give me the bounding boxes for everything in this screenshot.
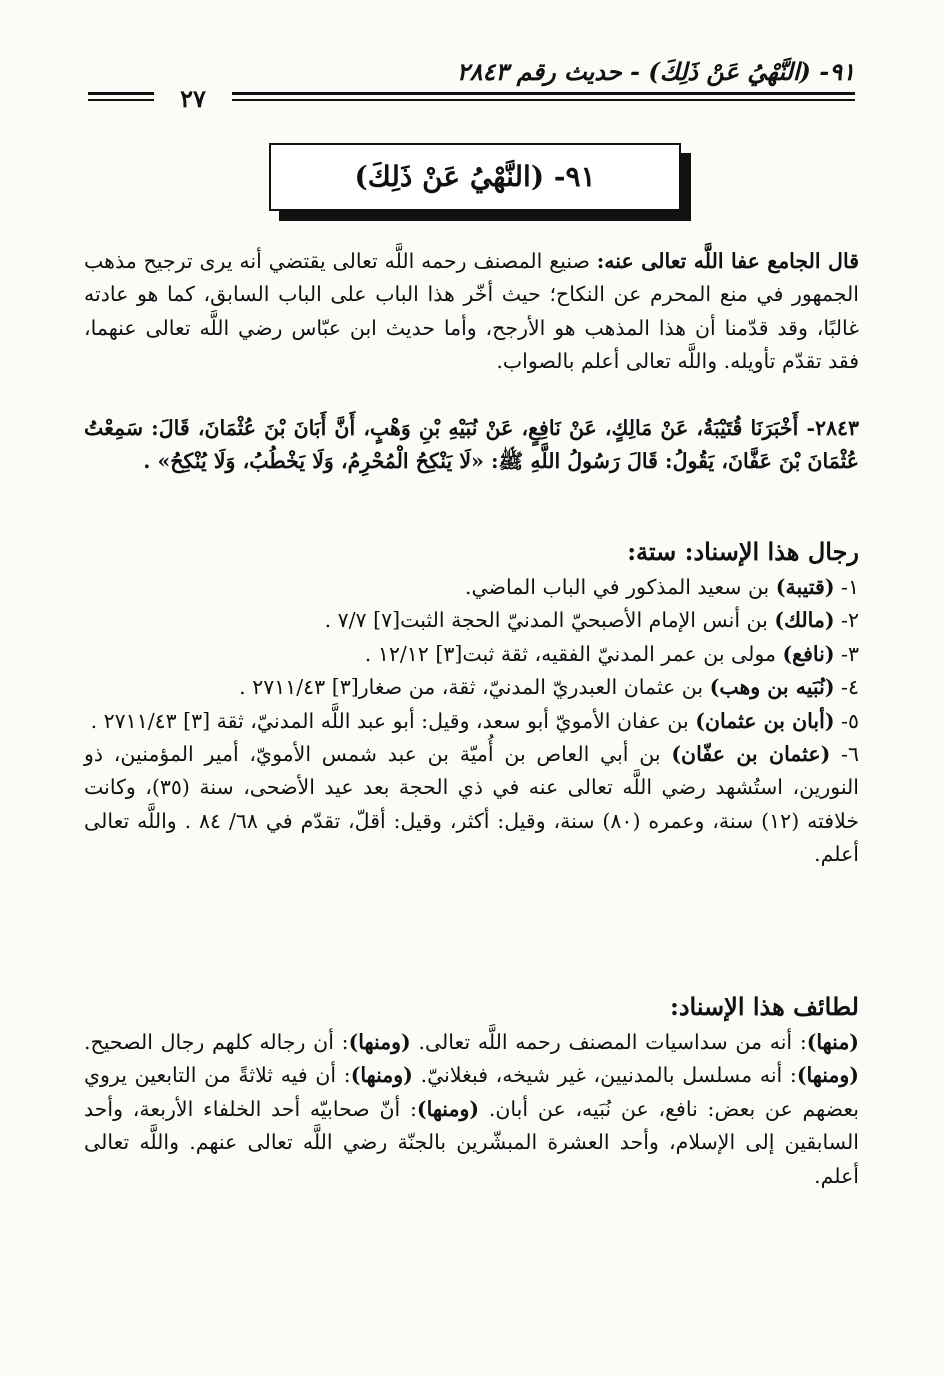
chapter-title: ٩١- (النَّهْيُ عَنْ ذَلِكَ) (354, 160, 596, 193)
rawi-name: (نافع) (782, 641, 835, 666)
header-rule (88, 99, 154, 101)
intro-text: صنيع المصنف رحمه اللَّه تعالى يقتضي أنه يرى ترجيح مذهب الجمهور في منع المحرم عن النكاح؛ حيث أخّر هذا الباب على الباب السابق، كما هو عادته غالبًا، وقد قدّمنا أن هذا المذهب هو الأرجح، وأما حديث ابن عبّاس رضي اللَّه تعالى عنهما، فقد تقدّم تأويله. واللَّه تعالى أعلم بالصواب. (84, 249, 859, 374)
rawi-item (84, 571, 859, 604)
rawi-name: (نُبَيه بن وهب) (709, 675, 835, 700)
rawi-item (84, 705, 859, 738)
rawi-item (84, 638, 859, 671)
lataif-marker: (ومنها) (416, 1096, 480, 1121)
rawi-desc: مولى بن عمر المدنيّ الفقيه، ثقة ثبت[٣] ١٢/١٢ . (364, 641, 783, 666)
rawi-number: ٤- (834, 675, 859, 700)
rawi-desc: بن سعيد المذكور في الباب الماضي. (464, 575, 776, 599)
hadith-body: ٢٨٤٣- أَخْبَرَنَا قُتَيْبَةُ، عَنْ مَالِكٍ، عَنْ نَافِعٍ، عَنْ نُبَيْهِ بْنِ وَهْبٍ، أَنَّ أَبَانَ بْنَ عُثْمَانَ، قَالَ: سَمِعْتُ عُثْمَانَ بْنَ عَفَّانَ، يَقُولُ: قَالَ رَسُولُ اللَّهِ ﷺ: «لَا يَنْكِحُ الْمُحْرِمُ، وَلَا يَخْطُبُ، وَلَا يُنْكِحُ» . (84, 416, 859, 474)
intro-paragraph (84, 245, 859, 379)
lataif-text: : أن رجاله كلهم رجال الصحيح. (84, 1030, 349, 1054)
lataif-paragraph (84, 1026, 859, 1193)
lataif-text: : أنه من سداسيات المصنف رحمه اللَّه تعالى. (410, 1030, 807, 1054)
intro-lead: قال الجامع عفا اللَّه تعالى عنه: (596, 249, 859, 273)
chapter-title-box (269, 143, 681, 211)
lataif-marker: (ومنها) (350, 1063, 413, 1088)
rawi-desc: بن عثمان العبدريّ المدنيّ، ثقة، من صغار[٣] ٢٧١١/٤٣ . (239, 675, 710, 700)
rawi-name: (عثمان بن عفّان) (671, 742, 831, 767)
lataif-marker: (ومنها) (796, 1063, 859, 1088)
rawi-name: (مالك) (774, 608, 835, 633)
rawi-number: ٦- (830, 742, 859, 767)
rijal-section (84, 533, 859, 872)
hadith-text (84, 412, 859, 479)
rawi-name: (قتيبة) (775, 575, 835, 599)
rawi-number: ١- (834, 575, 859, 599)
lataif-heading: لطائف هذا الإسناد: (669, 992, 859, 1021)
lataif-text: : أن فيه ثلاثةً من التابعين يروي بعضهم عن بعض: نافع، عن نُبَيه، عن أبان. (84, 1063, 860, 1121)
rawi-item (84, 604, 859, 637)
lataif-marker: (ومنها) (348, 1030, 411, 1054)
lataif-section (84, 988, 859, 1193)
lataif-marker: (منها) (806, 1030, 859, 1054)
lataif-text: : أنه مسلسل بالمدنيين، غير شيخه، فبغلانيّ. (412, 1063, 797, 1088)
running-title: ٩١- (النَّهْيُ عَنْ ذَلِكَ) - حديث رقم ٢٨٤٣ (456, 57, 855, 86)
lataif-text: : أنّ صحابيّه أحد الخلفاء الأربعة، وأحد السابقين إلى الإسلام، وأحد العشرة المبشّرين بالجنّة رضي اللَّه تعالى عنهم. واللَّه تعالى أعلم. (84, 1096, 859, 1188)
rawi-name: (أبان بن عثمان) (695, 708, 835, 733)
header-rule (232, 99, 855, 101)
rawi-number: ٣- (834, 641, 859, 666)
header-rule (88, 92, 154, 95)
rawi-number: ٥- (834, 708, 859, 733)
rawi-number: ٢- (834, 608, 859, 633)
rijal-heading: رجال هذا الإسناد: ستة: (627, 537, 859, 566)
rawi-item (84, 738, 859, 872)
rawi-desc: بن أبي العاص بن أُميّة بن عبد شمس الأمويّ، أمير المؤمنين، ذو النورين، استُشهد رضي اللَّه تعالى عنه في ذي الحجة بعد عيد الأضحى، سنة (٣٥)، وكانت خلافته (١٢) سنة، وعمره (٨٠) سنة، وقيل: أكثر، وقيل: أقلّ، تقدّم في ٦٨/ ٨٤ . واللَّه تعالى أعلم. (84, 742, 859, 867)
rawi-desc: بن أنس الإمام الأصبحيّ المدنيّ الحجة الثبت[٧] ٧/٧ . (324, 608, 775, 633)
header-rule (232, 92, 855, 95)
page-number: ٢٧ (180, 84, 206, 113)
rawi-desc: بن عفان الأمويّ أبو سعد، وقيل: أبو عبد اللَّه المدنيّ، ثقة [٣] ٢٧١١/٤٣ . (90, 708, 696, 733)
rawi-item (84, 671, 859, 704)
